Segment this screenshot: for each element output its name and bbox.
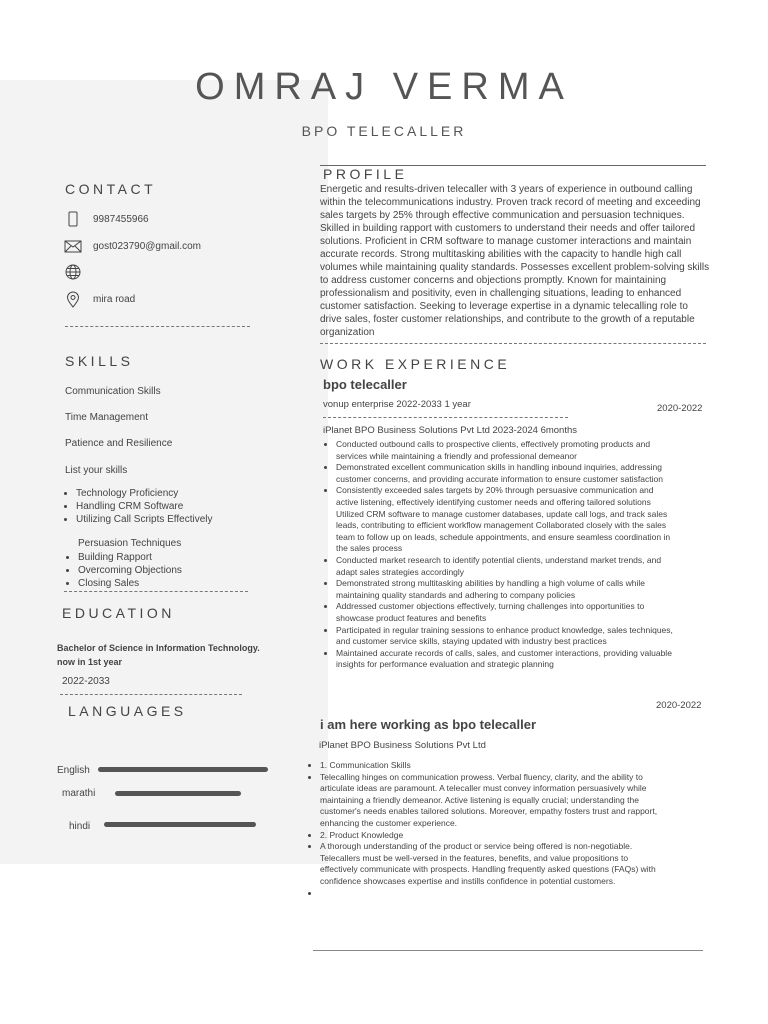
skill-item: Communication Skills xyxy=(65,386,161,397)
contact-email xyxy=(64,235,201,257)
skill-group-title: Persuasion Techniques xyxy=(78,538,182,549)
job-company-secondary: iPlanet BPO Business Solutions Pvt Ltd 2023-2024 6months xyxy=(323,425,578,436)
language-level-bar xyxy=(98,767,268,772)
location-text: mira road xyxy=(93,293,136,305)
skills-divider xyxy=(64,591,248,592)
footer-rule xyxy=(313,950,703,951)
contact-phone xyxy=(64,208,149,230)
job-title: i am here working as bpo telecaller xyxy=(320,717,537,732)
list-item: • Demonstrated strong multitasking abilities by handling a high volume of calls while maintaining quality standards and adhering to company policies xyxy=(336,578,678,601)
language-name: English xyxy=(57,765,90,776)
list-item: • Utilizing Call Scripts Effectively xyxy=(76,513,213,526)
language-level-bar xyxy=(115,791,241,796)
list-item: • Closing Sales xyxy=(78,577,182,590)
list-item: • Overcoming Objections xyxy=(78,564,182,577)
list-item: • Demonstrated excellent communication skills in handling inbound inquiries, addressing customer concerns, and providing accurate information to ensure customer satisfaction xyxy=(336,462,678,485)
sidebar-background xyxy=(0,80,328,864)
profile-heading: PROFILE xyxy=(323,166,408,182)
profile-text: Energetic and results-driven telecaller with 3 years of experience in outbound calling within the telecommunications industry. Proven track record of meeting and exceeding sales targets by 25% through effective communication and persuasion techniques. Skilled in building rapport with customers to understand their needs and offer tailored solutions. Proficient in CRM software to manage customer interactions and maintain accurate records. Strong multitasking abilities with the capacity to handle high call volumes while maintaining quality standards. Possesses excellent problem-solving skills to address customer concerns and objections promptly. Known for maintaining professionalism and positivity, even in challenging situations, leading to enhanced customer satisfaction. Seeking to leverage expertise in a dynamic telecalling role to drive sales, foster customer relationships, and contribute to the growth of a reputable organization xyxy=(320,184,710,338)
phone-icon xyxy=(64,210,82,228)
location-pin-icon xyxy=(64,290,82,308)
contact-heading: CONTACT xyxy=(65,181,157,197)
language-level-bar xyxy=(104,822,256,827)
list-item: • Addressed customer objections effectively, turning challenges into opportunities to showcase product features and benefits xyxy=(336,601,678,624)
language-name: hindi xyxy=(69,821,91,832)
list-item: • Building Rapport xyxy=(78,551,182,564)
candidate-name: OMRAJ VERMA xyxy=(195,66,573,108)
globe-icon xyxy=(64,263,82,281)
candidate-role: BPO TELECALLER xyxy=(301,123,467,139)
education-heading: EDUCATION xyxy=(62,605,175,621)
list-item: • Maintained accurate records of calls, sales, and customer interactions, providing valuable insights for performance evaluation and strategic planning xyxy=(336,648,678,671)
list-item: • Participated in regular training sessions to enhance product knowledge, sales techniques, and customer service skills, staying updated with industry best practices xyxy=(336,625,678,648)
list-item: • Conducted market research to identify potential clients, understand market trends, and adapt sales strategies accordingly xyxy=(336,555,678,578)
job-date: 2020-2022 xyxy=(657,403,703,414)
skill-item: Patience and Resilience xyxy=(65,438,173,449)
list-item: • 1. Communication Skills xyxy=(320,760,658,772)
job-divider xyxy=(323,417,568,418)
contact-location xyxy=(64,288,135,310)
skills-heading: SKILLS xyxy=(65,353,134,369)
job-date: 2020-2022 xyxy=(656,700,702,711)
phone-text: 9987455966 xyxy=(93,213,149,225)
languages-heading: LANGUAGES xyxy=(68,703,187,719)
job2-bullets xyxy=(306,760,658,899)
list-item: • Consistently exceeded sales targets by 20% through persuasive communication and active listening, effectively identifying customer needs and offering tailored solutions Utilized CRM software to manage customer databases, update call logs, and track sales leads, contributing to efficient workflow management Collaborated closely with the sales team to follow up on leads, schedule appointments, and ensure seamless coordination in the sales process xyxy=(336,485,678,555)
skill-item: List your skills xyxy=(65,465,128,476)
list-item: • 2. Product Knowledge xyxy=(320,830,658,842)
list-item: • Technology Proficiency xyxy=(76,487,213,500)
experience-heading: WORK EXPERIENCE xyxy=(320,356,511,372)
list-item: • A thorough understanding of the product or service being offered is non-negotiable. Telecallers must be well-versed in the features, benefits, and value propositions to effectively communicate with prospects. Handling frequently asked questions (FAQs) with confidence showcases expertise and instills confidence in potential customers. xyxy=(320,841,658,887)
skills-list-2 xyxy=(64,551,182,590)
education-divider xyxy=(60,694,242,695)
job-company: vonup enterprise 2022-2033 1 year xyxy=(323,399,471,410)
education-degree: Bachelor of Science in Information Technology. now in 1st year xyxy=(57,643,260,667)
list-item: • Telecalling hinges on communication prowess. Verbal fluency, clarity, and the ability to articulate ideas are paramount. A telecaller must convey information persuasively while maintaining a friendly demeanor. Active listening is equally crucial; understanding the customer's needs enables tailored solutions. Moreover, empathy fosters trust and rapport, enhancing the customer experience. xyxy=(320,772,658,830)
skills-list-1 xyxy=(62,487,213,526)
language-name: marathi xyxy=(62,788,96,799)
list-item: • Handling CRM Software xyxy=(76,500,213,513)
job-company: iPlanet BPO Business Solutions Pvt Ltd xyxy=(319,740,486,751)
list-item xyxy=(320,888,658,900)
skill-item: Time Management xyxy=(65,412,148,423)
contact-divider xyxy=(65,326,250,327)
email-icon xyxy=(64,237,82,255)
job1-bullets xyxy=(322,439,678,671)
job-title: bpo telecaller xyxy=(323,377,407,392)
email-text[interactable]: gost023790@gmail.com xyxy=(93,240,201,252)
education-years: 2022-2033 xyxy=(62,676,110,687)
contact-website xyxy=(64,261,93,283)
list-item: • Conducted outbound calls to prospective clients, effectively promoting products and services while maintaining a friendly and professional demeanor xyxy=(336,439,678,462)
profile-divider xyxy=(320,343,706,344)
